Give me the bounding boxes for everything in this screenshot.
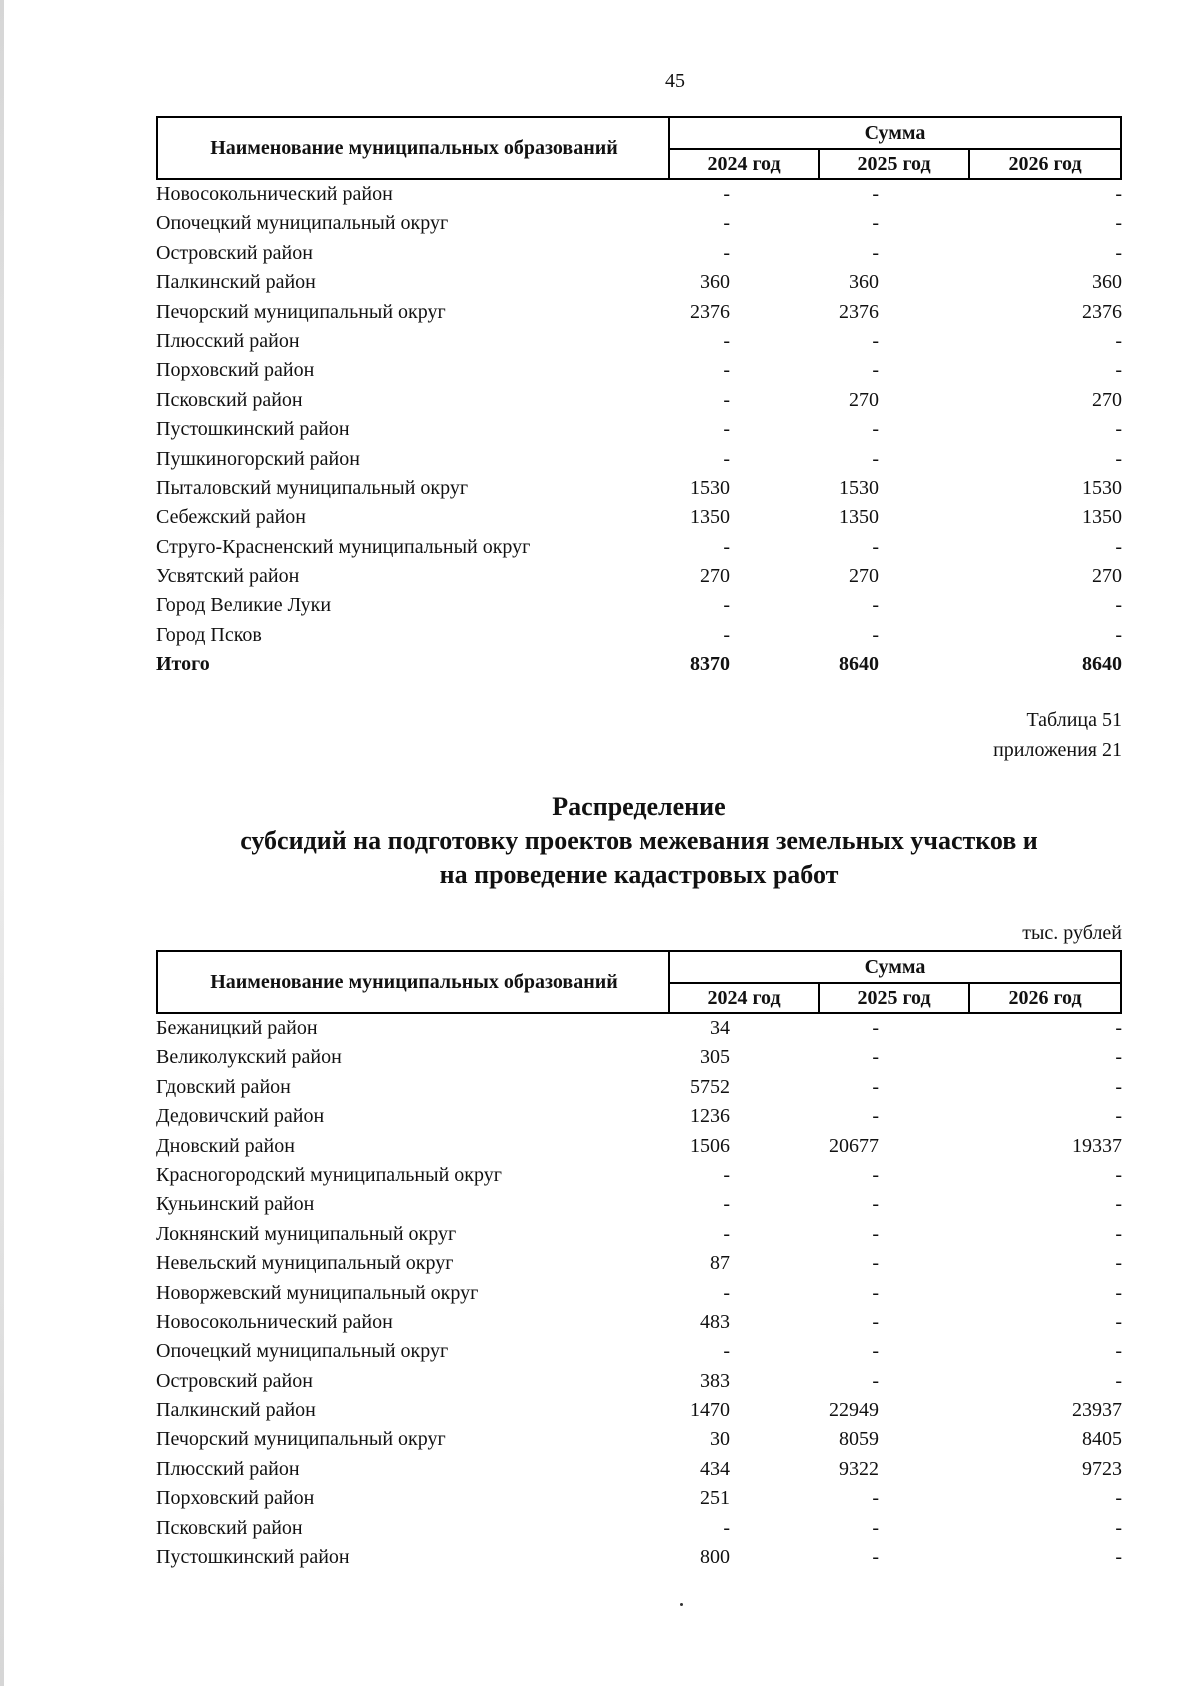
value-2024: - (723, 623, 730, 646)
table-row (156, 180, 1122, 209)
value-2026: - (1115, 329, 1122, 352)
value-2024: 34 (710, 1017, 730, 1039)
value-2026: 23937 (1072, 1399, 1122, 1422)
value-2024: - (723, 329, 730, 352)
table-row (156, 327, 1122, 356)
value-2026: - (1115, 1046, 1122, 1069)
value-2025: - (872, 1310, 879, 1333)
page-number: 45 (665, 70, 685, 92)
table-row (156, 474, 1122, 503)
table-1 (156, 116, 1122, 680)
value-2024: 251 (700, 1487, 730, 1510)
value-2024: 30 (710, 1428, 730, 1451)
total-row (156, 650, 1122, 679)
municipality-name: Красногородский муниципальный округ (156, 1163, 502, 1186)
value-2026: - (1115, 359, 1122, 382)
municipality-name: Порховский район (156, 359, 315, 382)
value-2024: - (723, 183, 730, 205)
value-2024: 800 (700, 1546, 730, 1569)
municipality-name: Город Псков (156, 623, 262, 646)
table-row (156, 562, 1122, 591)
value-2024: - (723, 447, 730, 470)
document-title (156, 790, 1122, 892)
value-2025: - (872, 535, 879, 558)
value-2026: - (1115, 535, 1122, 558)
value-2026: - (1115, 1105, 1122, 1128)
table-row (156, 1220, 1122, 1249)
value-2025: - (872, 594, 879, 617)
municipality-name: Дновский район (156, 1134, 295, 1157)
table-row (156, 503, 1122, 532)
table-row (156, 1543, 1122, 1572)
municipality-name: Город Великие Луки (156, 594, 332, 617)
table-row (156, 1396, 1122, 1425)
value-2025: 1350 (839, 506, 879, 529)
municipality-name: Пушкиногорский район (156, 447, 360, 470)
table-row (156, 1514, 1122, 1543)
value-2024: - (723, 535, 730, 558)
municipality-name: Дедовичский район (156, 1105, 325, 1128)
value-2026: - (1115, 241, 1122, 264)
municipality-name: Островский район (156, 241, 313, 264)
value-2024: 1506 (690, 1134, 730, 1157)
value-2026: - (1115, 623, 1122, 646)
table-row (156, 1279, 1122, 1308)
value-2024: 1470 (690, 1399, 730, 1422)
value-2025: - (872, 1281, 879, 1304)
value-2024: - (723, 1340, 730, 1363)
value-2026: - (1115, 1340, 1122, 1363)
value-2024: 383 (700, 1369, 730, 1392)
value-2025: 360 (849, 271, 879, 294)
value-2025: 2376 (839, 300, 879, 323)
table-row (156, 1073, 1122, 1102)
table-row (156, 1014, 1122, 1043)
municipality-name: Печорский муниципальный округ (156, 1428, 446, 1451)
value-2024: 2376 (690, 300, 730, 323)
value-2024: 87 (710, 1252, 730, 1275)
value-2024: 360 (700, 271, 730, 294)
municipality-name: Островский район (156, 1369, 313, 1392)
table-row (156, 445, 1122, 474)
value-2024: - (723, 241, 730, 264)
table-row (156, 268, 1122, 297)
value-2026: - (1115, 1252, 1122, 1275)
title-line-3: на проведение кадастровых работ (439, 860, 839, 889)
header-sum: Сумма (668, 116, 1122, 150)
value-2024: - (723, 1163, 730, 1186)
value-2025: 270 (849, 388, 879, 411)
value-2025: 20677 (829, 1134, 879, 1157)
header-2025: 2025 год (818, 148, 970, 180)
table-label: Таблица 51 (1026, 709, 1122, 731)
value-2025: - (872, 359, 879, 382)
value-2026: 1350 (1082, 506, 1122, 529)
table-row (156, 1102, 1122, 1131)
table-header (156, 950, 1122, 1014)
value-2026: 9723 (1082, 1457, 1122, 1480)
value-2026: 270 (1092, 388, 1122, 411)
table-body (156, 1014, 1122, 1572)
value-2026: 270 (1092, 565, 1122, 588)
table-row (156, 1308, 1122, 1337)
value-2024: 1236 (690, 1105, 730, 1128)
value-2024: - (723, 1193, 730, 1216)
municipality-name: Гдовский район (156, 1075, 291, 1098)
value-2025: - (872, 1075, 879, 1098)
header-sum: Сумма (668, 950, 1122, 984)
value-2024: - (723, 1516, 730, 1539)
value-2024: 5752 (690, 1075, 730, 1098)
table-row (156, 209, 1122, 238)
header-name: Наименование муниципальных образований (156, 950, 670, 1014)
value-2026: - (1115, 594, 1122, 617)
municipality-name: Невельский муниципальный округ (156, 1252, 454, 1275)
value-2025: - (872, 1252, 879, 1275)
value-2025: - (872, 1017, 879, 1039)
value-2024: - (723, 418, 730, 441)
value-2026: - (1115, 1546, 1122, 1569)
value-2024: - (723, 212, 730, 235)
value-2025: - (872, 418, 879, 441)
value-2025: 270 (849, 565, 879, 588)
table-row (156, 1249, 1122, 1278)
table-body (156, 180, 1122, 650)
value-2026: - (1115, 183, 1122, 205)
table-row (156, 298, 1122, 327)
total-2025: 8640 (839, 653, 879, 676)
value-2025: - (872, 447, 879, 470)
municipality-name: Опочецкий муниципальный округ (156, 212, 449, 235)
municipality-name: Плюсский район (156, 329, 300, 352)
value-2026: 19337 (1072, 1134, 1122, 1157)
value-2025: - (872, 1516, 879, 1539)
value-2025: - (872, 623, 879, 646)
value-2026: 8405 (1082, 1428, 1122, 1451)
value-2025: 1530 (839, 476, 879, 499)
value-2024: 434 (700, 1457, 730, 1480)
header-2024: 2024 год (668, 148, 820, 180)
value-2024: 305 (700, 1046, 730, 1069)
table-row (156, 239, 1122, 268)
value-2025: - (872, 1163, 879, 1186)
value-2026: - (1115, 1516, 1122, 1539)
municipality-name: Новоржевский муниципальный округ (156, 1281, 479, 1304)
table-row (156, 621, 1122, 650)
total-label: Итого (156, 653, 210, 676)
table-row (156, 1455, 1122, 1484)
value-2026: 1530 (1082, 476, 1122, 499)
value-2026: - (1115, 212, 1122, 235)
value-2024: - (723, 594, 730, 617)
table-row (156, 386, 1122, 415)
table-row (156, 415, 1122, 444)
municipality-name: Пустошкинский район (156, 418, 350, 441)
municipality-name: Бежаницкий район (156, 1017, 318, 1039)
header-name: Наименование муниципальных образований (156, 116, 670, 180)
header-2024: 2024 год (668, 982, 820, 1014)
table-header (156, 116, 1122, 180)
municipality-name: Псковский район (156, 1516, 303, 1539)
header-2025: 2025 год (818, 982, 970, 1014)
municipality-name: Плюсский район (156, 1457, 300, 1480)
value-2026: - (1115, 1281, 1122, 1304)
value-2025: 9322 (839, 1457, 879, 1480)
title-line-1: Распределение (552, 792, 726, 821)
table-2 (156, 950, 1122, 1572)
value-2024: 270 (700, 565, 730, 588)
table-row (156, 1043, 1122, 1072)
table-row (156, 1337, 1122, 1366)
value-2026: - (1115, 1369, 1122, 1392)
table-row (156, 1484, 1122, 1513)
municipality-name: Куньинский район (156, 1193, 315, 1216)
municipality-name: Усвятский район (156, 565, 300, 588)
table-row (156, 1132, 1122, 1161)
title-line-2: субсидий на подготовку проектов межевания земельных участков и (240, 826, 1038, 855)
value-2024: - (723, 1222, 730, 1245)
scan-edge (0, 0, 4, 1686)
municipality-name: Печорский муниципальный округ (156, 300, 446, 323)
municipality-name: Палкинский район (156, 1399, 316, 1422)
value-2024: - (723, 359, 730, 382)
header-2026: 2026 год (968, 148, 1122, 180)
municipality-name: Псковский район (156, 388, 303, 411)
value-2025: - (872, 1193, 879, 1216)
table-row (156, 356, 1122, 385)
table-row (156, 591, 1122, 620)
value-2024: 1350 (690, 506, 730, 529)
municipality-name: Новосокольнический район (156, 183, 393, 205)
value-2025: - (872, 183, 879, 205)
value-2026: - (1115, 1017, 1122, 1039)
value-2025: - (872, 241, 879, 264)
total-2026: 8640 (1082, 653, 1122, 676)
value-2026: - (1115, 1193, 1122, 1216)
municipality-name: Струго-Красненский муниципальный округ (156, 535, 531, 558)
appendix-label: приложения 21 (993, 739, 1122, 761)
units-label: тыс. рублей (1022, 922, 1122, 944)
value-2025: - (872, 1222, 879, 1245)
table-row (156, 1425, 1122, 1454)
value-2026: 360 (1092, 271, 1122, 294)
value-2026: - (1115, 1075, 1122, 1098)
value-2026: - (1115, 418, 1122, 441)
value-2025: - (872, 1487, 879, 1510)
value-2026: - (1115, 1222, 1122, 1245)
value-2024: 1530 (690, 476, 730, 499)
value-2025: - (872, 1340, 879, 1363)
municipality-name: Пыталовский муниципальный округ (156, 476, 469, 499)
table-row (156, 1190, 1122, 1219)
value-2025: - (872, 1546, 879, 1569)
value-2024: - (723, 388, 730, 411)
value-2026: - (1115, 447, 1122, 470)
header-2026: 2026 год (968, 982, 1122, 1014)
table-row (156, 1367, 1122, 1396)
municipality-name: Новосокольнический район (156, 1310, 393, 1333)
value-2026: - (1115, 1487, 1122, 1510)
municipality-name: Себежский район (156, 506, 306, 529)
value-2025: 8059 (839, 1428, 879, 1451)
municipality-name: Пустошкинский район (156, 1546, 350, 1569)
total-2024: 8370 (690, 653, 730, 676)
municipality-name: Великолукский район (156, 1046, 342, 1069)
municipality-name: Опочецкий муниципальный округ (156, 1340, 449, 1363)
scan-speck (680, 1603, 683, 1606)
value-2025: - (872, 329, 879, 352)
table-row (156, 1161, 1122, 1190)
municipality-name: Локнянский муниципальный округ (156, 1222, 457, 1245)
value-2025: 22949 (829, 1399, 879, 1422)
value-2025: - (872, 212, 879, 235)
value-2026: 2376 (1082, 300, 1122, 323)
value-2024: - (723, 1281, 730, 1304)
table-row (156, 533, 1122, 562)
value-2025: - (872, 1046, 879, 1069)
value-2026: - (1115, 1163, 1122, 1186)
value-2025: - (872, 1369, 879, 1392)
municipality-name: Палкинский район (156, 271, 316, 294)
value-2025: - (872, 1105, 879, 1128)
value-2026: - (1115, 1310, 1122, 1333)
municipality-name: Порховский район (156, 1487, 315, 1510)
value-2024: 483 (700, 1310, 730, 1333)
